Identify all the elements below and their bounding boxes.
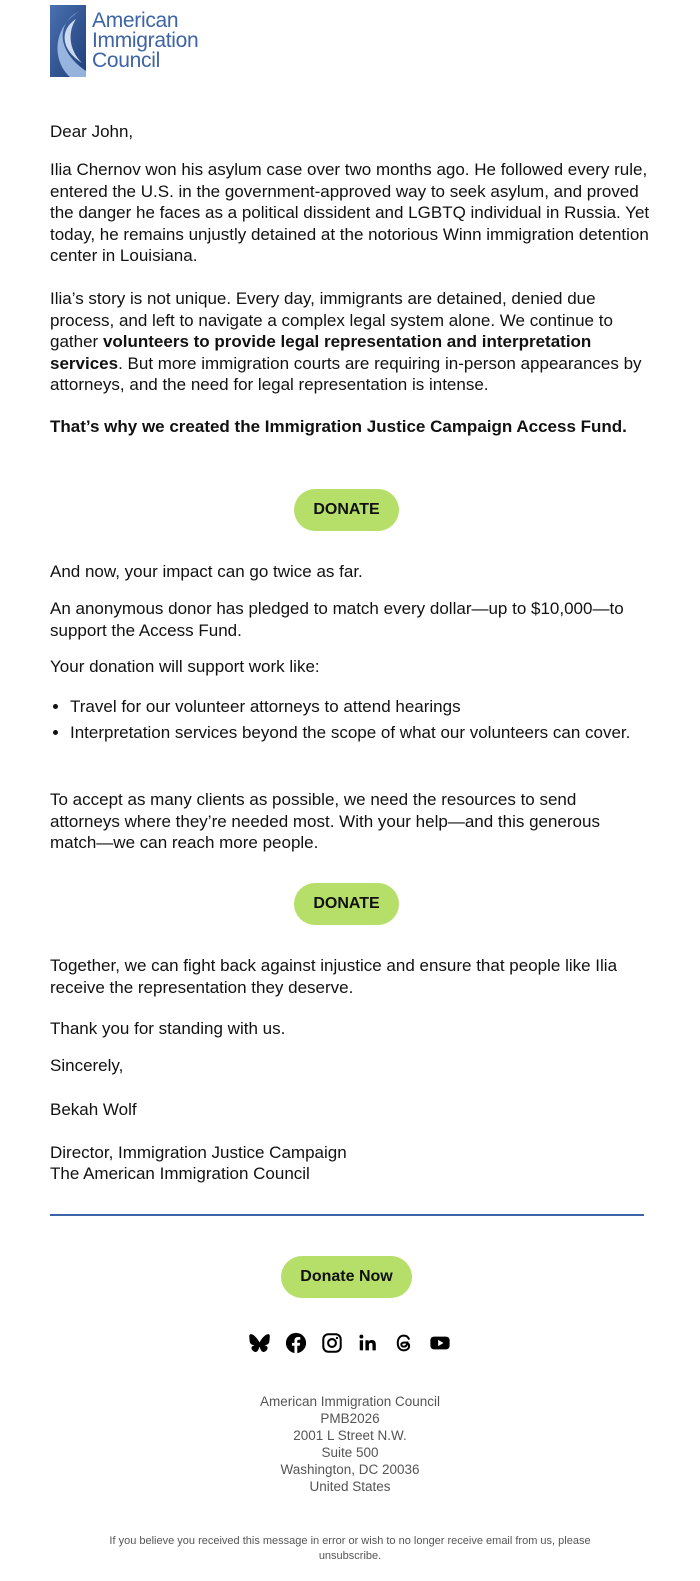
paragraph-accept-clients: To accept as many clients as possible, we need the resources to send attorneys where they’re needed most. With your help—and this generous match—we can reach more people. [50,790,600,852]
donate-now-button[interactable]: Donate Now [281,1256,412,1298]
logo-line-1: American [92,9,179,32]
support-list [50,696,670,747]
list-item: • Travel for our volunteer attorneys to attend hearings [70,696,670,718]
council-logo[interactable] [50,5,210,77]
address-street: 2001 L Street N.W. [293,1428,407,1443]
closing: Sincerely, [50,1056,124,1075]
paragraph-access-fund: That’s why we created the Immigration Justice Campaign Access Fund. [50,417,627,436]
facebook-icon[interactable] [285,1332,307,1354]
logo-text [92,11,198,71]
threads-icon[interactable] [393,1332,415,1354]
youtube-icon[interactable] [429,1332,451,1354]
signer-title: Director, Immigration Justice Campaign [50,1143,347,1162]
paragraph-together: Together, we can fight back against injustice and ensure that people like Ilia receive the representation they deserve. [50,956,618,997]
signer-org: The American Immigration Council [50,1164,310,1183]
donate-button-2[interactable]: DONATE [294,883,399,925]
linkedin-icon[interactable] [357,1332,379,1354]
paragraph-impact: And now, your impact can go twice as far. [50,562,363,581]
logo-mark-icon [50,5,86,77]
paragraph-not-unique-part1: Ilia’s story is not unique. Every day, immigrants are detained, denied due process, and left to navigate a complex legal system alone. We continue to gather [50,289,613,351]
signer-name: Bekah Wolf [50,1100,137,1119]
paragraph-not-unique-bold: volunteers to provide legal representation and interpretation services [50,332,592,373]
paragraph-ilia-story: Ilia Chernov won his asylum case over two months ago. He followed every rule, entered the U.S. in the government-approved way to seek asylum, and proved the danger he faces as a political dissident and LGBTQ individual in Russia. Yet today, he remains unjustly detained at the notorious Winn immigration detention center in Louisiana. [50,160,650,265]
greeting: Dear John, [50,122,134,141]
paragraph-not-unique [50,288,650,396]
donate-button-1[interactable]: DONATE [294,489,399,531]
address-pmb: PMB2026 [320,1411,380,1426]
address-suite: Suite 500 [321,1445,379,1460]
address-org: American Immigration Council [259,1394,441,1409]
instagram-icon[interactable] [321,1332,343,1354]
list-item: • Interpretation services beyond the scope of what our volunteers can cover. [70,722,670,744]
divider [50,1214,644,1216]
paragraph-not-unique-part2: . But more immigration courts are requiring in-person appearances by attorneys, and the need for legal representation is intense. [50,353,642,394]
unsubscribe-note[interactable]: If you believe you received this message in error or wish to no longer receive email from us, please unsubscribe. [109,1535,591,1562]
address-city: Washington, DC 20036 [280,1462,420,1477]
social-links [0,1332,700,1354]
paragraph-thank-you: Thank you for standing with us. [50,1019,286,1038]
mailing-address [0,1393,700,1495]
address-country: United States [309,1479,391,1494]
paragraph-support-intro: Your donation will support work like: [50,657,320,676]
bluesky-icon[interactable] [249,1332,271,1354]
paragraph-match: An anonymous donor has pledged to match every dollar—up to $10,000—to support the Access Fund. [50,599,624,640]
logo-line-2: Immigration [92,29,199,52]
logo-line-3: Council [92,49,160,72]
